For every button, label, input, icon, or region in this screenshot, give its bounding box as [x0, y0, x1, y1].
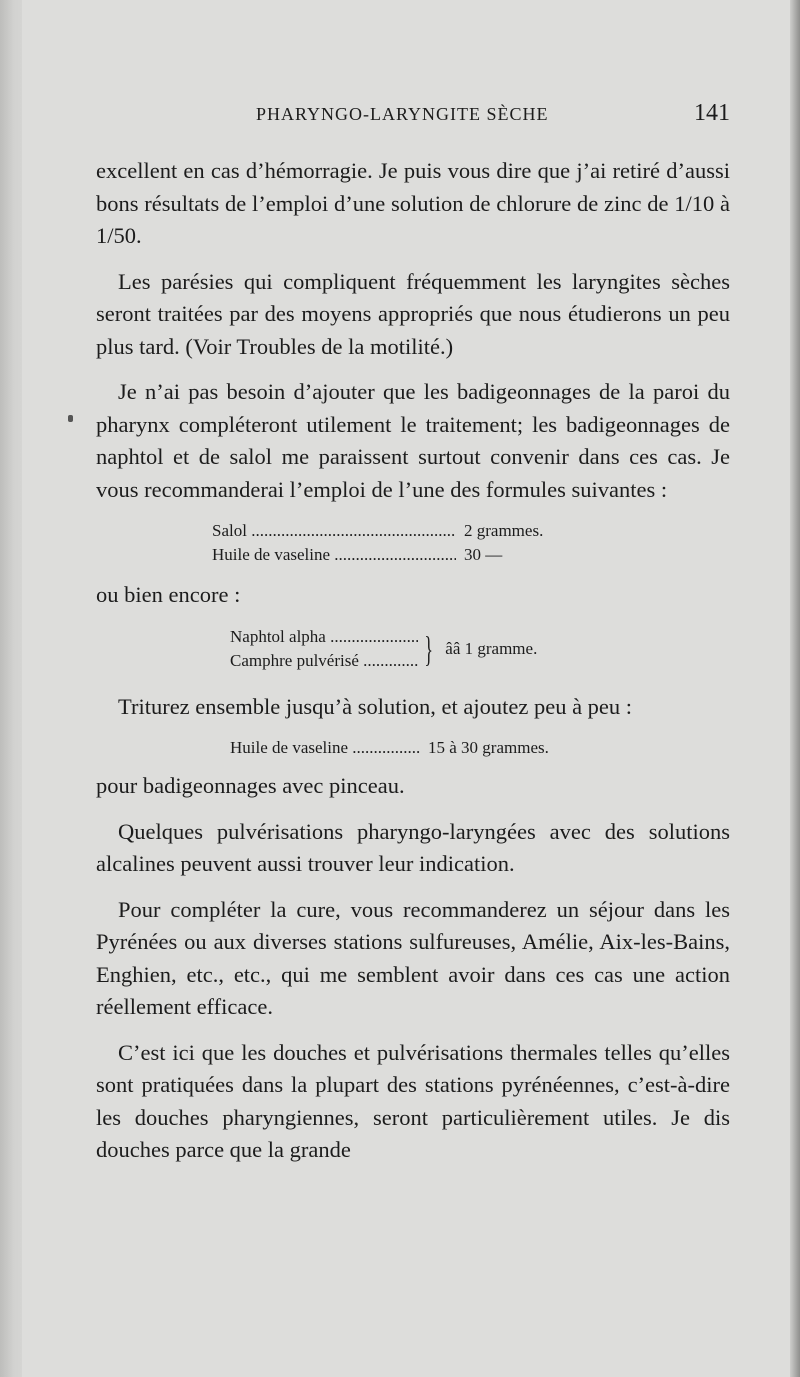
paragraph: Les parésies qui compliquent fréquemment les laryngites sèches seront traitées par des moyens appropriés que nous étudierons un peu plus tard. (Voir Troubles de la motilité.): [96, 268, 730, 359]
formula-row: [212, 543, 572, 567]
formula-ingredient: Salol .....: [212, 519, 456, 543]
formula-ingredient: Naphtol alpha .....: [230, 625, 418, 649]
paragraph: Quelques pulvérisations pharyngo-laryngées avec des solutions alcalines peuvent aussi trouver leur indication.: [96, 818, 730, 876]
paragraph: excellent en cas d’hémorragie. Je puis vous dire que j’ai retiré d’aussi bons résultats de l’emploi d’une solution de chlorure de zinc de 1/10 à 1/50.: [96, 158, 730, 248]
formula-ingredients: [230, 625, 418, 673]
formula-naphtol: [230, 625, 730, 673]
formula-ingredient: Camphre pulvérisé .....: [230, 649, 418, 673]
formula-salol: [212, 519, 572, 567]
body-text: [96, 155, 730, 1180]
paragraph: C’est ici que les douches et pulvérisations thermales telles qu’elles sont pratiquées dans la plupart des stations pyrénéennes, c’est-à-dire les douches pharyngiennes, seront particulièrement utiles. Je dis douches parce que la grande: [96, 1039, 730, 1162]
paragraph: Triturez ensemble jusqu’à solution, et ajoutez peu à peu :: [118, 693, 633, 719]
paragraph: Pour compléter la cure, vous recommanderez un séjour dans les Pyrénées ou aux diverses stations sulfureuses, Amélie, Aix-les-Bains, Enghien, etc., etc., qui me semblent avoir dans ces cas une action réellement efficace.: [96, 896, 730, 1019]
page-header: [96, 100, 730, 130]
paragraph: Je n’ai pas besoin d’ajouter que les badigeonnages de la paroi du pharynx compléteront utilement le traitement; les badigeonnages de naphtol et de salol me paraissent surtout convenir dans ces cas. Je vous recommanderai l’emploi de l’une des formules suivantes :: [96, 379, 730, 502]
formula-quantity: ââ 1 gramme.: [445, 638, 538, 658]
brace-symbol: }: [424, 628, 433, 669]
paragraph: ou bien encore :: [96, 582, 241, 607]
formula-ingredient: Huile de vaseline .....: [212, 543, 456, 567]
paragraph: pour badigeonnages avec pinceau.: [96, 773, 405, 798]
formula-quantity: 2 grammes.: [464, 521, 544, 540]
formula-quantity: 30 —: [464, 545, 503, 564]
formula-quantity: 15 à 30 grammes.: [428, 738, 549, 757]
running-title: PHARYNGO-LARYNGITE SÈCHE: [256, 104, 549, 124]
formula-vaseline: [230, 736, 622, 760]
margin-speck: [68, 415, 73, 422]
formula-row: [212, 519, 572, 543]
page-number: 141: [694, 100, 730, 126]
formula-ingredient: Huile de vaseline .....: [230, 736, 420, 760]
